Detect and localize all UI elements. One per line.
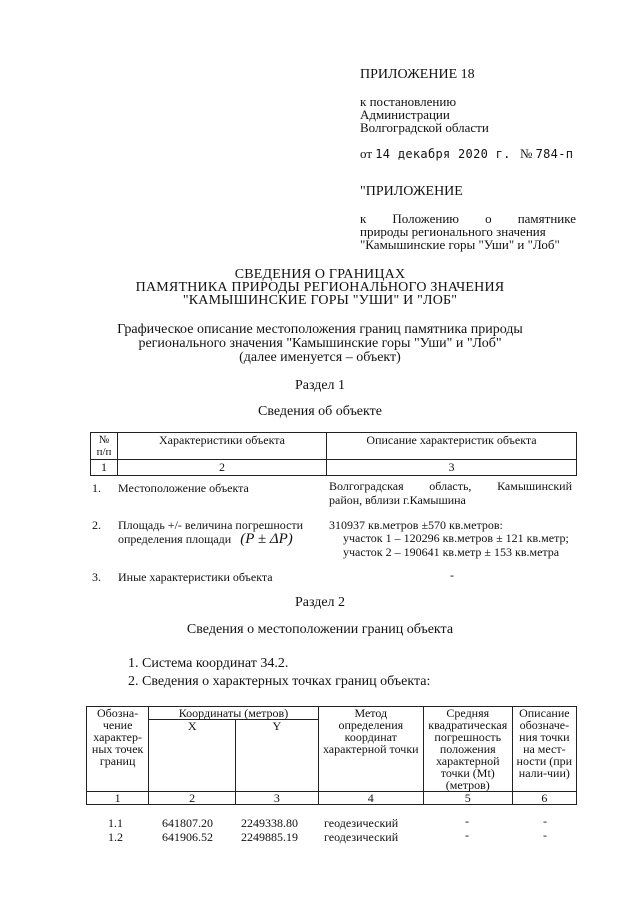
point-desc: -: [543, 814, 547, 828]
row1-name: Местоположение объекта: [118, 481, 249, 495]
row3-desc: -: [450, 568, 454, 582]
section2-heading: Раздел 2: [294, 595, 346, 610]
regulation-line-3: "Камышинские горы "Уши" и "Лоб": [360, 237, 560, 252]
regulation-line-2: природы регионального значения: [360, 224, 546, 239]
row2-name-1: Площадь +/- величина погрешности: [118, 518, 304, 532]
row1-desc-2: район, вблизи г.Камышина: [329, 493, 466, 507]
date-line: [360, 147, 573, 161]
section2-subheading: Сведения о местоположении границ объекта: [186, 622, 454, 637]
point-desc: -: [543, 828, 547, 842]
point-method: геодезический: [324, 830, 399, 844]
col-index-6: 6: [512, 792, 576, 805]
date-value: 14 декабря 2020 г.: [375, 147, 511, 161]
subtitle-line-1: Графическое описание местоположения границ памятника природы: [117, 322, 523, 337]
subtitle-line-3: (далее именуется – объект): [239, 350, 401, 365]
col-index-1: 1: [87, 792, 149, 805]
col-index-2: 2: [149, 792, 236, 805]
number-value: 784-п: [535, 147, 574, 161]
coordinates-table-header: [86, 706, 577, 805]
section1-heading: Раздел 1: [294, 378, 346, 393]
point-y: 2249885.19: [241, 830, 298, 844]
resolution-line-2: Администрации: [360, 107, 450, 122]
col-num-header: № п/п: [91, 433, 118, 460]
col-index-4: 4: [318, 792, 423, 805]
title-line-2: ПАМЯТНИКА ПРИРОДЫ РЕГИОНАЛЬНОГО ЗНАЧЕНИЯ: [135, 280, 505, 295]
appendix-label: ПРИЛОЖЕНИЕ 18: [360, 67, 475, 82]
row3-name: Иные характеристики объекта: [118, 570, 273, 584]
row2-num: 2.: [92, 518, 101, 532]
point-x: 641807.20: [162, 816, 213, 830]
col-method-header: Метод определения координат характерной точки: [318, 707, 423, 792]
coordinate-system-item: 1. Система координат 34.2.: [128, 656, 289, 671]
row2-desc-2: участок 1 – 120296 кв.метров ± 121 кв.метр;: [343, 531, 569, 545]
appendix2-label: "ПРИЛОЖЕНИЕ: [360, 184, 463, 199]
col-point-id-header: Обозна-чение характер-ных точек границ: [87, 707, 149, 792]
col-description-index: 3: [327, 460, 577, 476]
point-id: 1.1: [108, 816, 123, 830]
col-num-index: 1: [91, 460, 118, 476]
col-characteristics-index: 2: [118, 460, 327, 476]
resolution-line-1: к постановлению: [360, 94, 457, 109]
row3-num: 3.: [92, 570, 101, 584]
object-table-header: [90, 432, 577, 476]
point-error: -: [465, 814, 469, 828]
point-method: геодезический: [324, 816, 399, 830]
point-error: -: [465, 828, 469, 842]
row1-desc-1: Волгоградская область, Камышинский: [329, 479, 572, 493]
area-formula: (P ± ΔP): [240, 531, 293, 547]
title-line-1: СВЕДЕНИЯ О ГРАНИЦАХ: [234, 267, 406, 282]
col-index-5: 5: [423, 792, 512, 805]
row1-num: 1.: [92, 481, 101, 495]
row2-name-line2: [118, 532, 293, 546]
point-x: 641906.52: [162, 830, 213, 844]
row2-name-2: определения площади: [118, 532, 232, 546]
resolution-line-3: Волгоградской области: [360, 120, 489, 135]
col-x-header: X: [149, 720, 236, 792]
title-line-3: "КАМЫШИНСКИЕ ГОРЫ "УШИ" И "ЛОБ": [182, 293, 458, 308]
number-sign: №: [519, 146, 533, 161]
point-id: 1.2: [108, 830, 123, 844]
col-location-desc-header: Описание обозначе-ния точки на мест-ности (при нали-чии): [512, 707, 576, 792]
boundary-points-item: 2. Сведения о характерных точках границ объекта:: [128, 674, 431, 689]
col-y-header: Y: [236, 720, 319, 792]
col-coords-header: Координаты (метров): [149, 707, 318, 720]
section1-subheading: Сведения об объекте: [258, 404, 382, 419]
point-y: 2249338.80: [241, 816, 298, 830]
col-characteristics-header: Характеристики объекта: [118, 433, 327, 460]
col-error-header: Средняя квадратическая погрешность положения характерной точки (Mt) (метров): [423, 707, 512, 792]
col-description-header: Описание характеристик объекта: [327, 433, 577, 460]
subtitle-line-2: регионального значения "Камышинские горы "Уши" и "Лоб": [138, 336, 502, 351]
col-index-3: 3: [236, 792, 319, 805]
regulation-line-1: к Положению о памятнике: [360, 211, 576, 226]
date-prefix: от: [360, 146, 373, 161]
row2-desc-3: участок 2 – 190641 кв.метр ± 153 кв.метра: [343, 545, 560, 559]
row2-desc-1: 310937 кв.метров ±570 кв.метров:: [329, 518, 503, 532]
